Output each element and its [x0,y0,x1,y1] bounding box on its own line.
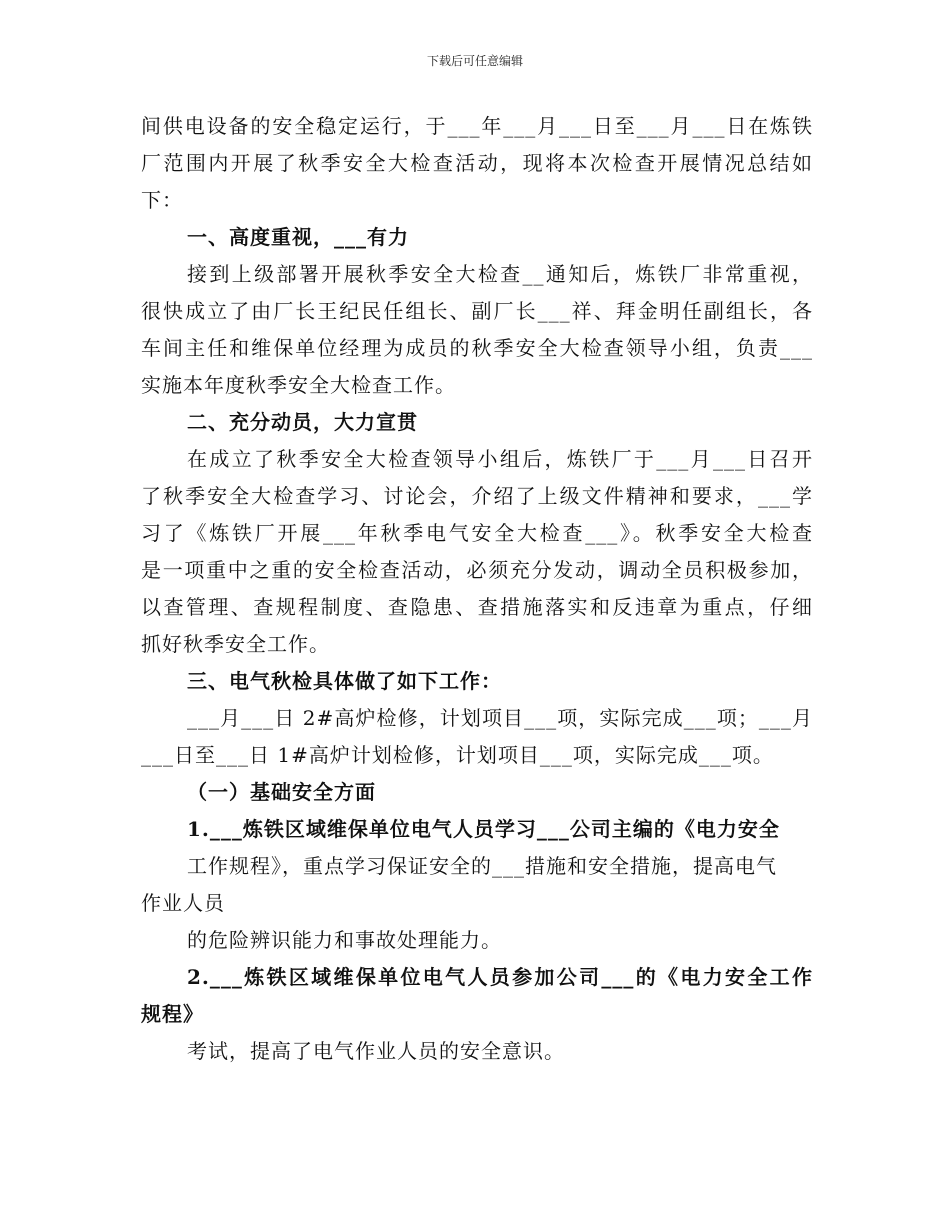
paragraph-line: 很快成立了由厂长王纪民任组长、副厂长___祥、拜金明任副组长，各 [141,299,813,323]
section-heading-line: 一、高度重视，___有力 [187,225,409,249]
section-heading-line: 三、电气秋检具体做了如下工作： [187,669,502,693]
paragraph-line: 厂范围内开展了秋季安全大检查活动，现将本次检查开展情况总结如 [141,151,813,175]
section-heading-line: （一）基础安全方面 [187,780,376,804]
paragraph-line: 作业人员 [141,891,225,915]
paragraph-line: 习了《炼铁厂开展___年秋季电气安全大检查___》。秋季安全大检查 [141,521,813,545]
paragraph-line: 的危险辨识能力和事故处理能力。 [187,928,502,952]
paragraph-line: 抓好秋季安全工作。 [141,632,330,656]
paragraph-line: 考试，提高了电气作业人员的安全意识。 [187,1039,565,1063]
section-heading-line: 1.___炼铁区域维保单位电气人员学习___公司主编的《电力安全 [187,817,780,841]
page-header: 下载后可任意编辑 [426,54,523,68]
paragraph-line: 接到上级部署开展秋季安全大检查__通知后，炼铁厂非常重视， [187,262,813,286]
paragraph-line: 了秋季安全大检查学习、讨论会，介绍了上级文件精神和要求，___学 [141,484,813,508]
paragraph-line: 车间主任和维保单位经理为成员的秋季安全大检查领导小组，负责___ [141,336,813,360]
paragraph-line: ___日至___日 1#高炉计划检修，计划项目___项，实际完成___项。 [141,743,774,767]
paragraph-line: 工作规程》，重点学习保证安全的___措施和安全措施，提高电气 [187,854,777,878]
paragraph-line: 间供电设备的安全稳定运行，于___年___月___日至___月___日在炼铁 [141,114,813,138]
section-heading-line: 2.___炼铁区域维保单位电气人员参加公司___的《电力安全工作 [187,965,813,989]
section-heading-line: 二、充分动员，大力宣贯 [187,410,418,434]
paragraph-line: 下： [141,188,183,212]
paragraph-line: 是一项重中之重的安全检查活动，必须充分发动，调动全员积极参加， [141,558,813,582]
paragraph-line: ___月___日 2#高炉检修，计划项目___项，实际完成___项；___月 [187,706,813,730]
document-body [141,108,813,1070]
paragraph-line: 以查管理、查规程制度、查隐患、查措施落实和反违章为重点，仔细 [141,595,813,619]
paragraph-line: 实施本年度秋季安全大检查工作。 [141,373,456,397]
paragraph-line: 在成立了秋季安全大检查领导小组后，炼铁厂于___月___日召开 [187,447,813,471]
section-heading-line: 规程》 [141,1002,204,1026]
